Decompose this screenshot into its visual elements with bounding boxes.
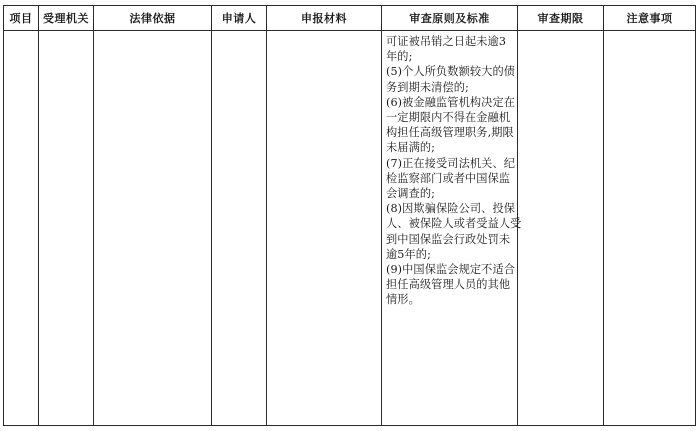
- cell-notes: [604, 31, 696, 426]
- header-legal-basis: 法律依据: [94, 6, 212, 31]
- criteria-line: (8)因欺骗保险公司、投保: [386, 202, 516, 216]
- header-notes: 注意事项: [604, 6, 696, 31]
- criteria-line: 年的;: [386, 50, 413, 64]
- header-period: 审查期限: [518, 6, 604, 31]
- header-materials: 申报材料: [267, 6, 382, 31]
- criteria-line: 情形。: [386, 293, 420, 307]
- review-table: [3, 5, 696, 426]
- criteria-line: 会调查的;: [386, 187, 436, 201]
- criteria-line: (5)个人所负数额较大的债: [386, 65, 516, 79]
- criteria-line: 到中国保监会行政处罚未: [386, 232, 511, 246]
- criteria-line: 可证被吊销之日起未逾3: [386, 35, 507, 48]
- criteria-line: 人、被保险人或者受益人受: [386, 217, 522, 231]
- criteria-line: 逾5年的;: [386, 247, 431, 261]
- cell-period: [518, 31, 604, 426]
- cell-criteria: [382, 31, 522, 426]
- header-applicant: 申请人: [212, 6, 267, 31]
- criteria-line: (9)中国保监会规定不适合: [386, 263, 516, 277]
- header-criteria: 审查原则及标准: [382, 6, 518, 31]
- criteria-line: 构担任高级管理职务,期限: [386, 126, 514, 140]
- criteria-line: 担任高级管理人员的其他: [386, 278, 511, 292]
- document-page: [3, 5, 695, 426]
- cell-materials: [267, 31, 382, 426]
- cell-item: [4, 31, 39, 426]
- header-row: [4, 6, 696, 31]
- criteria-line: 务到期未清偿的;: [386, 80, 469, 94]
- header-agency: 受理机关: [39, 6, 94, 31]
- cell-agency: [39, 31, 94, 426]
- criteria-line: (7)正在接受司法机关、纪: [386, 156, 516, 170]
- header-item: 项目: [4, 6, 39, 31]
- criteria-line: 一定期限内不得在金融机: [386, 111, 511, 125]
- cell-applicant: [212, 31, 267, 426]
- table-row: [4, 31, 696, 426]
- criteria-line: 检监察部门或者中国保监: [386, 171, 511, 185]
- criteria-line: 未届满的;: [386, 141, 436, 155]
- criteria-line: (6)被金融监管机构决定在: [386, 95, 516, 109]
- cell-legal-basis: [94, 31, 212, 426]
